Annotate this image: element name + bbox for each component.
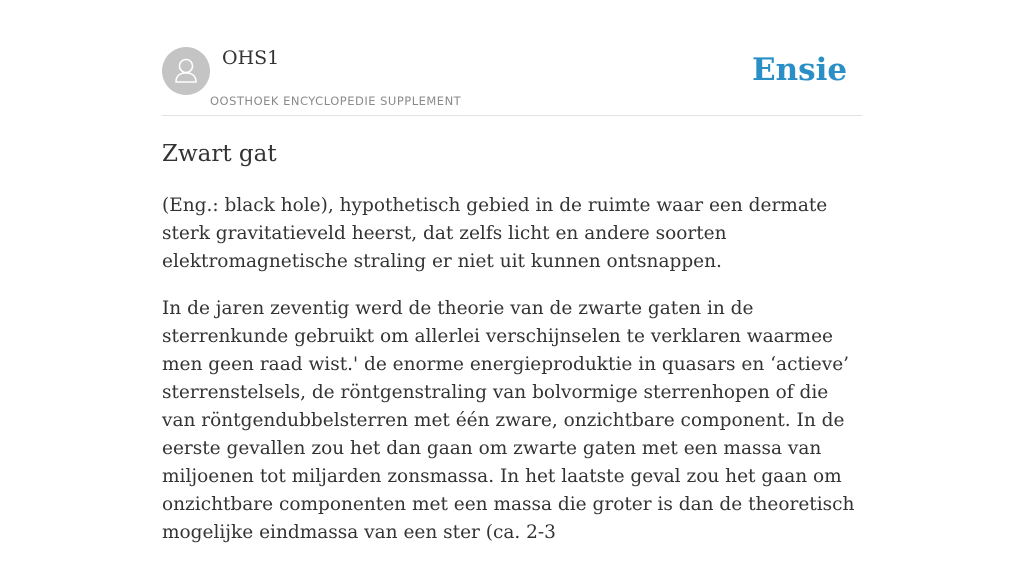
- source-name[interactable]: OHS1: [222, 47, 280, 69]
- user-icon: [162, 47, 210, 95]
- page-title: Zwart gat: [162, 141, 277, 167]
- article-body: [162, 192, 862, 566]
- avatar[interactable]: [162, 47, 210, 95]
- source-subtitle: OOSTHOEK ENCYCLOPEDIE SUPPLEMENT: [210, 94, 462, 108]
- brand-logo[interactable]: Ensie: [752, 52, 848, 88]
- article-paragraph: (Eng.: black hole), hypothetisch gebied in de ruimte waar een dermate sterk gravitatieveld heerst, dat zelfs licht en andere soorten elektromagnetische straling er niet uit kunnen ontsnappen.: [162, 195, 828, 272]
- header-divider: [162, 115, 862, 116]
- article-paragraph: In de jaren zeventig werd de theorie van de zwarte gaten in de sterrenkunde gebruikt om allerlei verschijnselen te verklaren waarmee men geen raad wist.' de enorme energieproduktie in quasars en ‘actieve’ sterrenstelsels, de röntgenstraling van bolvormige sterrenhopen of die van röntgendubbelsterren met één zware, onzichtbare component. In de eerste gevallen zou het dan gaan om zwarte gaten met een massa van miljoenen tot miljarden zonsmassa. In het laatste geval zou het gaan om onzichtbare componenten met een massa die groter is dan de theoretisch mogelijke eindmassa van een ster (ca. 2-3: [162, 298, 855, 543]
